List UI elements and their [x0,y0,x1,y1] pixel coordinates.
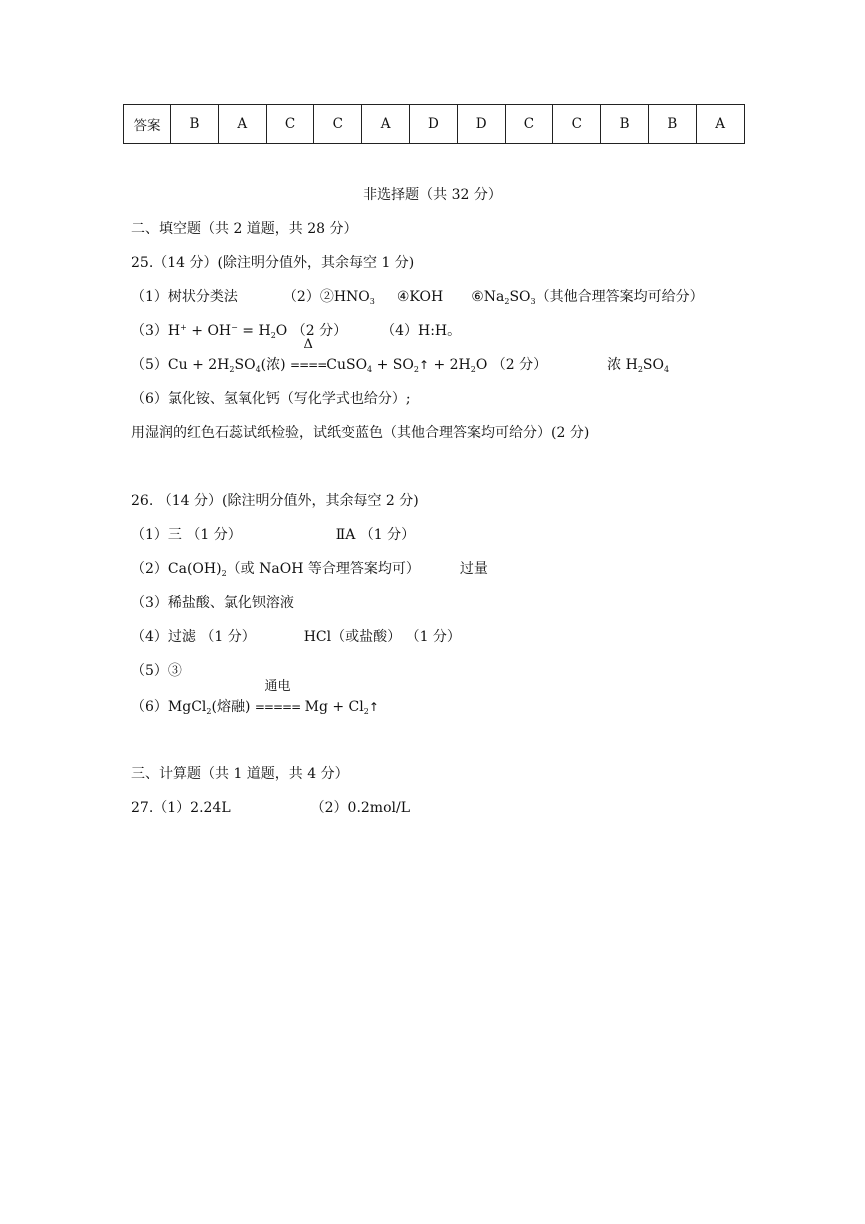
q25-2-answer-na2so3: $⑥Na_2SO_3$（其他合理答案均可给分） [471,289,704,306]
answer-cell: A [362,105,410,144]
q26-line3: （3）稀盐酸、氯化钡溶液 [131,595,294,611]
answer-cell: C [553,105,601,144]
q26-line2 [131,559,488,579]
section-title: 非选择题（共 32 分） [363,187,502,203]
q26-line1 [131,525,415,545]
q25-line3 [131,337,670,375]
answer-cell: C [266,105,314,144]
q25-2-answer: $(2)②HNO_3$ [282,289,375,306]
part3-heading: 三、计算题（共 1 道题，共 4 分） [131,766,349,782]
answer-cell: C [314,105,362,144]
part2-heading: 二、填空题（共 2 道题，共 28 分） [131,221,358,237]
q26-1-answer-group: ⅡA （1 分） [335,527,416,543]
answer-header-cell: 答案 [124,105,171,144]
q25-line1 [131,287,704,307]
q26-line6 [131,679,379,717]
q25-1-answer: （1）树状分类法 [131,289,238,305]
q26-line5: （5）③ [131,663,182,679]
gas-arrow-icon: ↑ [368,700,379,714]
answer-cell: A [696,105,744,144]
q26-1-answer: （1）三 （1 分） [131,527,242,543]
q25-5-equation: $(5)Cu + 2H_2SO_4$(浓) Δ ====CuSO$_4$ + $SO_2↑ + 2H_2O$ （2 分） [131,337,548,374]
q26-2-answer-excess: 过量 [459,561,488,577]
q26-2-answer: $(2)Ca(OH)_2$（或 NaOH 等合理答案均可） [131,561,420,578]
heating-condition: Δ ==== [290,337,327,372]
q25-5-answer-acid: 浓 $H_2SO_4$ [607,357,670,374]
q27-1-answer: 27.（1）2.24L [131,800,231,816]
electrolysis-condition: 通电 ===== [254,679,301,714]
q27-2-answer: （2）0.2mol/L [310,800,411,816]
answer-cell: D [457,105,505,144]
q26-6-equation: （6）MgCl$_2$(熔融) 通电 ===== $Mg + Cl_2↑$ [131,679,379,716]
answer-row [124,105,745,144]
gas-arrow-icon: ↑ [418,358,429,372]
answer-cell: B [601,105,649,144]
q25-3-answer: $(3)H^+ + OH^- = H_2O$ （2 分） [131,323,348,340]
answer-cell: C [505,105,553,144]
answer-table [123,104,745,144]
answer-cell: A [218,105,266,144]
q25-line5: 用湿润的红色石蕊试纸检验，试纸变蓝色（其他合理答案均可给分）(2 分) [131,425,590,441]
q25-2-answer-koh: ④KOH [396,289,444,305]
q25-line4: （6）氯化铵、氢氧化钙（写化学式也给分）; [131,391,411,407]
answer-cell: B [171,105,219,144]
q27-line [131,798,410,818]
answer-cell: D [409,105,457,144]
q25-4-answer: （4）H:H。 [381,323,462,339]
q26-4-answer: （4）过滤 （1 分） [131,629,256,645]
answer-cell: B [648,105,696,144]
q26-4-answer-acid: HCl（或盐酸） （1 分） [303,629,461,645]
q26-line4 [131,627,461,647]
q25-title: 25.（14 分）(除注明分值外，其余每空 1 分) [131,255,415,271]
q26-title: 26. （14 分）(除注明分值外，其余每空 2 分) [131,493,419,509]
